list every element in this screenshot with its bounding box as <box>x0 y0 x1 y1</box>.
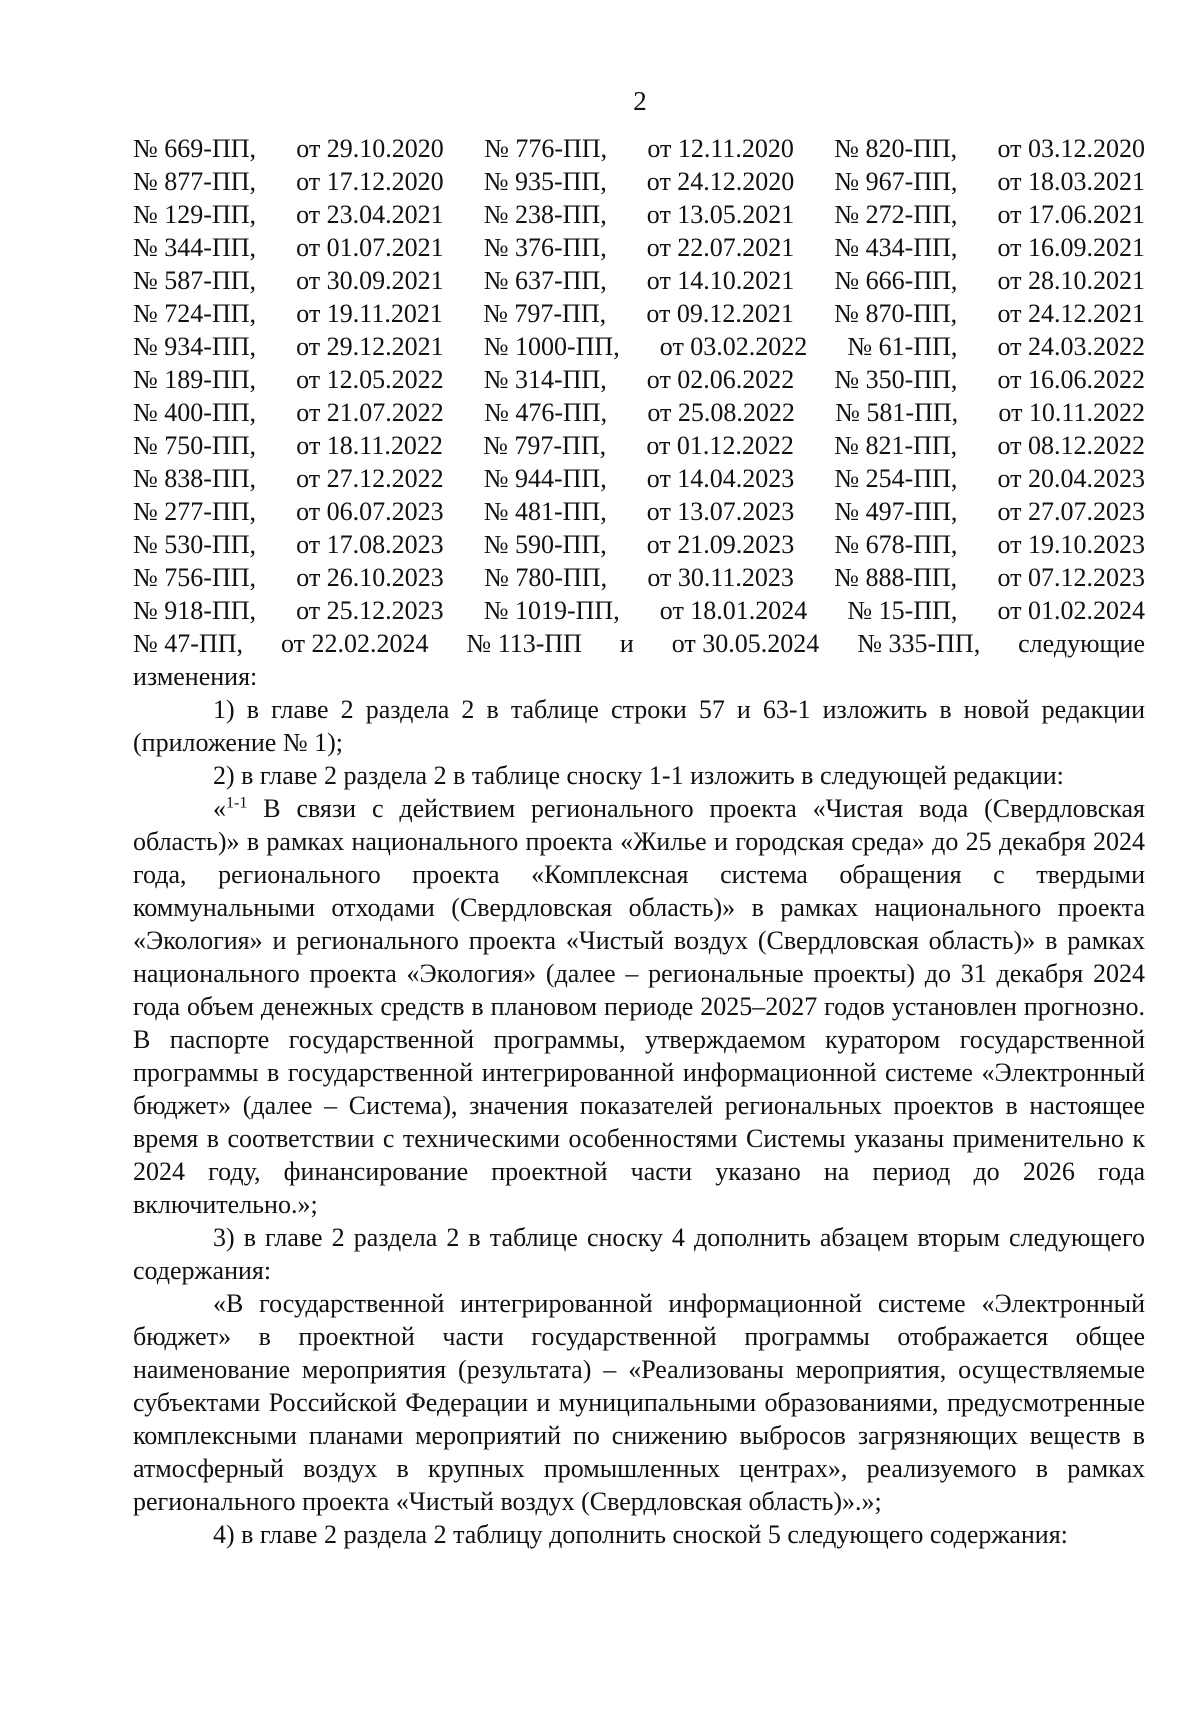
resolution-date: от 16.06.2022 <box>997 365 1145 394</box>
resolution-date: от 07.12.2023 <box>997 563 1145 592</box>
resolution-number: № 350-ПП, <box>834 365 958 394</box>
reference-row <box>133 396 1145 429</box>
resolution-date: от 12.11.2020 <box>647 134 794 163</box>
resolution-date: от 21.07.2022 <box>296 398 444 427</box>
resolution-date: от 18.03.2021 <box>997 167 1145 196</box>
resolution-number: № 967-ПП, <box>834 167 958 196</box>
resolution-number: № 238-ПП, <box>483 200 607 229</box>
resolution-date: от 10.11.2022 <box>998 398 1145 427</box>
resolution-number: № 129-ПП, <box>133 200 257 229</box>
resolution-date: от 24.12.2021 <box>997 299 1145 328</box>
resolution-number: № 666-ПП, <box>834 266 958 295</box>
resolution-date: от 22.07.2021 <box>646 233 795 262</box>
resolution-number: № 678-ПП, <box>834 530 958 559</box>
reference-row <box>133 561 1145 594</box>
resolution-number: № 590-ПП, <box>483 530 607 559</box>
resolution-date: от 13.07.2023 <box>646 497 795 526</box>
reference-row <box>133 231 1145 264</box>
resolution-date: от 25.12.2023 <box>296 596 444 625</box>
following-word: следующие <box>1018 629 1145 658</box>
resolution-number: № 587-ПП, <box>133 266 257 295</box>
footnote-body: В связи с действием регионального проекта «Чистая вода (Свердловская область)» в рамках национального проекта «Жилье и городская среда» до 25 декабря 2024 года, регионального проекта «Комплексная система обращения с твердыми коммунальными отходами (Свердловская область)» в рамках национального проекта «Экология» и регионального проекта «Чистый воздух (Свердловская область)» в рамках национального проекта «Экология» (далее – региональные проекты) до 31 декабря 2024 года объем денежных средств в плановом периоде 2025–2027 годов установлен прогнозно. В паспорте государственной программы, утверждаемом куратором государственной программы в государственной интегрированной информационной системе «Электронный бюджет» (далее – Система), значения показателей региональных проектов в настоящее время в соответствии с техническими особенностями Системы указаны применительно к 2024 году, финансирование проектной части указано на период до 2026 года включительно.»; <box>133 794 1145 1219</box>
document-body <box>133 132 1145 1551</box>
resolution-date: от 29.10.2020 <box>296 134 444 163</box>
resolution-number: № 821-ПП, <box>834 431 958 460</box>
resolution-number: № 756-ПП, <box>133 563 257 592</box>
reference-row-last <box>133 627 1145 660</box>
resolution-date: от 14.10.2021 <box>646 266 795 295</box>
resolution-date: от 30.11.2023 <box>647 563 794 592</box>
resolution-number: № 47-ПП, <box>133 629 244 658</box>
resolution-number: № 344-ПП, <box>133 233 257 262</box>
resolution-date: от 20.04.2023 <box>997 464 1145 493</box>
footnote-mark: 1-1 <box>226 794 248 812</box>
resolution-date: от 19.10.2023 <box>997 530 1145 559</box>
resolution-number: № 481-ПП, <box>483 497 607 526</box>
resolution-number: № 877-ПП, <box>133 167 257 196</box>
resolution-number: № 820-ПП, <box>834 134 958 163</box>
resolution-number: № 1000-ПП, <box>483 332 620 361</box>
resolution-date: от 30.09.2021 <box>296 266 444 295</box>
resolution-date: от 25.08.2022 <box>647 398 795 427</box>
resolution-number: № 1019-ПП, <box>483 596 620 625</box>
resolution-number: № 944-ПП, <box>483 464 607 493</box>
resolution-number: № 780-ПП, <box>484 563 608 592</box>
resolution-date: от 23.04.2021 <box>296 200 444 229</box>
reference-row <box>133 198 1145 231</box>
resolution-date: от 18.11.2022 <box>296 431 443 460</box>
resolution-number: № 113-ПП <box>466 629 582 658</box>
resolution-number: № 189-ПП, <box>133 365 257 394</box>
resolution-date: от 24.03.2022 <box>997 332 1145 361</box>
resolution-number: № 277-ПП, <box>133 497 257 526</box>
reference-row <box>133 363 1145 396</box>
change-item-4: 4) в главе 2 раздела 2 таблицу дополнить сноской 5 следующего содержания: <box>213 1520 1068 1549</box>
resolution-number: № 797-ПП, <box>483 299 607 328</box>
change-item-3: 3) в главе 2 раздела 2 в таблице сноску 4 дополнить абзацем вторым следующего содержания: <box>133 1223 1145 1285</box>
resolution-number: № 934-ПП, <box>133 332 257 361</box>
conjunction: и <box>619 629 634 658</box>
resolution-date: от 12.05.2022 <box>296 365 444 394</box>
resolution-number: № 918-ПП, <box>133 596 257 625</box>
resolution-number: № 335-ПП, <box>857 629 981 658</box>
resolution-number: № 870-ПП, <box>834 299 958 328</box>
resolution-number: № 434-ПП, <box>834 233 958 262</box>
resolution-number: № 669-ПП, <box>133 134 257 163</box>
resolution-date: от 29.12.2021 <box>296 332 444 361</box>
resolution-number: № 776-ПП, <box>484 134 608 163</box>
reference-row <box>133 132 1145 165</box>
resolution-date: от 08.12.2022 <box>997 431 1145 460</box>
resolution-date: от 17.06.2021 <box>997 200 1145 229</box>
resolution-date: от 26.10.2023 <box>296 563 444 592</box>
resolution-number: № 254-ПП, <box>834 464 958 493</box>
resolution-references <box>133 132 1145 660</box>
resolution-date: от 17.08.2023 <box>296 530 444 559</box>
change-item-1: 1) в главе 2 раздела 2 в таблице строки 57 и 63-1 изложить в новой редакции (приложение № 1); <box>133 695 1145 757</box>
reference-row <box>133 264 1145 297</box>
resolution-number: № 376-ПП, <box>483 233 607 262</box>
resolution-number: № 637-ПП, <box>483 266 607 295</box>
resolution-date: от 03.12.2020 <box>997 134 1145 163</box>
resolution-date: от 21.09.2023 <box>646 530 795 559</box>
resolution-date: от 27.12.2022 <box>296 464 444 493</box>
resolution-number: № 838-ПП, <box>133 464 257 493</box>
resolution-date: от 03.02.2022 <box>659 332 808 361</box>
reference-row <box>133 462 1145 495</box>
reference-row <box>133 165 1145 198</box>
page-number: 2 <box>633 86 647 116</box>
resolution-date: от 06.07.2023 <box>296 497 444 526</box>
resolution-number: № 15-ПП, <box>847 596 958 625</box>
resolution-number: № 750-ПП, <box>133 431 257 460</box>
resolution-number: № 272-ПП, <box>834 200 958 229</box>
resolution-date: от 14.04.2023 <box>646 464 795 493</box>
resolution-date: от 09.12.2021 <box>646 299 794 328</box>
resolution-date: от 27.07.2023 <box>997 497 1145 526</box>
resolution-date: от 30.05.2024 <box>671 629 820 658</box>
resolution-date: от 19.11.2021 <box>296 299 443 328</box>
resolution-number: № 314-ПП, <box>483 365 607 394</box>
resolution-date: от 16.09.2021 <box>997 233 1145 262</box>
resolution-date: от 02.06.2022 <box>646 365 795 394</box>
reference-row <box>133 594 1145 627</box>
resolution-date: от 22.02.2024 <box>280 629 429 658</box>
resolution-number: № 581-ПП, <box>835 398 959 427</box>
resolution-date: от 13.05.2021 <box>646 200 795 229</box>
footnote-1-1-text <box>133 792 1145 1221</box>
changes-label: изменения: <box>133 662 258 691</box>
open-quote: « <box>213 794 226 823</box>
resolution-number: № 724-ПП, <box>133 299 257 328</box>
reference-row <box>133 495 1145 528</box>
resolution-number: № 400-ПП, <box>133 398 257 427</box>
footnote-4-addition: «В государственной интегрированной информационной системе «Электронный бюджет» в проектной части государственной программы отображается общее наименование мероприятия (результата) – «Реализованы мероприятия, осуществляемые субъектами Российской Федерации и муниципальными образованиями, предусмотренные комплексными планами мероприятий по снижению выбросов загрязняющих веществ в атмосферный воздух в крупных промышленных центрах», реализуемого в рамках регионального проекта «Чистый воздух (Свердловская область)».»; <box>133 1289 1145 1516</box>
resolution-date: от 18.01.2024 <box>659 596 808 625</box>
resolution-date: от 01.12.2022 <box>646 431 794 460</box>
resolution-number: № 797-ПП, <box>483 431 607 460</box>
resolution-date: от 01.07.2021 <box>296 233 444 262</box>
reference-row <box>133 429 1145 462</box>
resolution-number: № 888-ПП, <box>834 563 958 592</box>
resolution-date: от 01.02.2024 <box>997 596 1145 625</box>
resolution-number: № 497-ПП, <box>834 497 958 526</box>
resolution-date: от 28.10.2021 <box>997 266 1145 295</box>
resolution-date: от 17.12.2020 <box>296 167 444 196</box>
reference-row <box>133 330 1145 363</box>
change-item-2: 2) в главе 2 раздела 2 в таблице сноску 1-1 изложить в следующей редакции: <box>213 761 1064 790</box>
resolution-date: от 24.12.2020 <box>646 167 795 196</box>
resolution-number: № 530-ПП, <box>133 530 257 559</box>
resolution-number: № 935-ПП, <box>483 167 607 196</box>
reference-row <box>133 528 1145 561</box>
resolution-number: № 476-ПП, <box>484 398 608 427</box>
resolution-number: № 61-ПП, <box>847 332 958 361</box>
reference-row <box>133 297 1145 330</box>
